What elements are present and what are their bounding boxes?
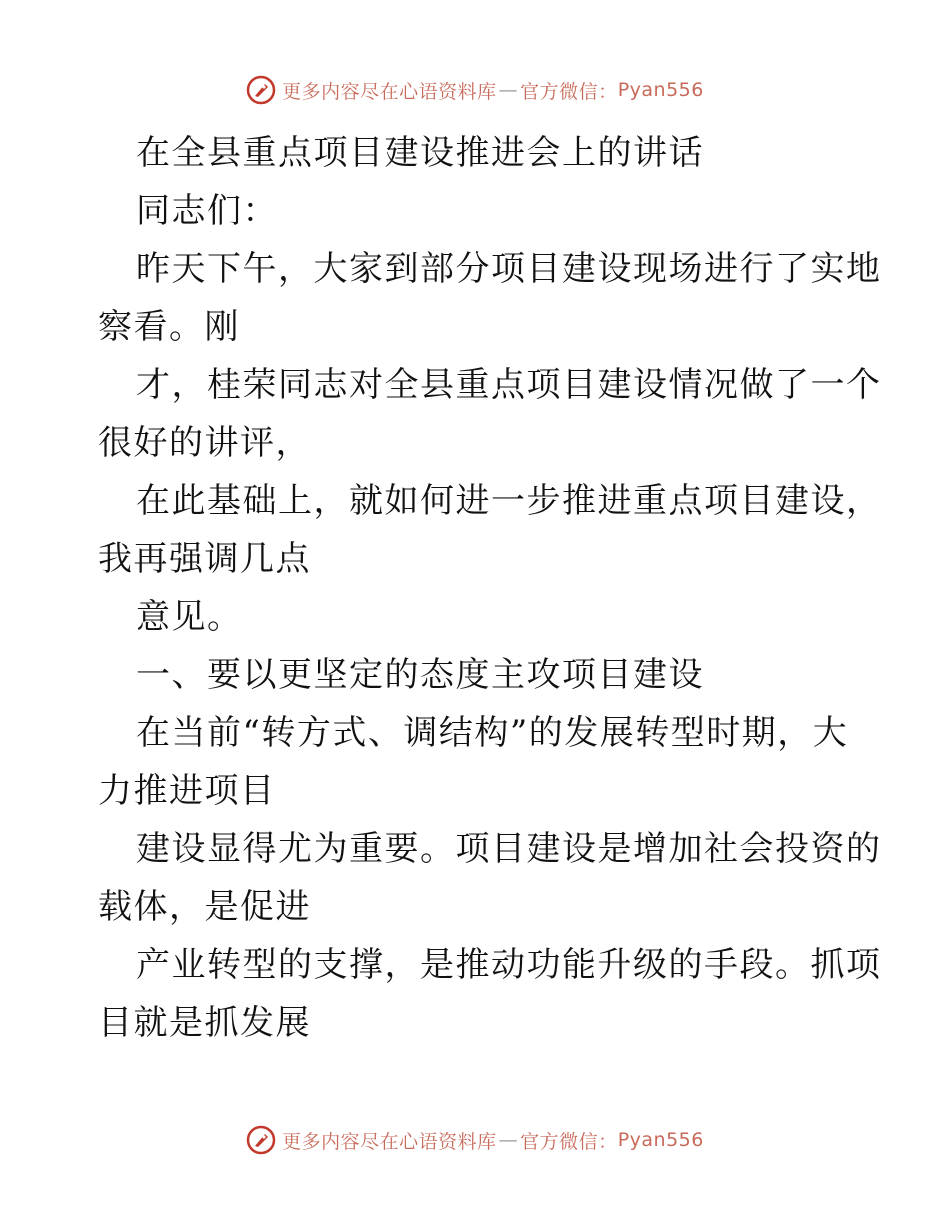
paragraph-line: 产业转型的支撑，是推动功能升级的手段。抓项 [136, 945, 882, 985]
document-body [98, 124, 882, 1052]
paragraph-line: 目就是抓发展 [98, 1003, 311, 1043]
watermark-separator: — [498, 79, 519, 101]
header-watermark [0, 70, 950, 110]
footer-watermark [0, 1120, 950, 1160]
watermark-main-text: 更多内容尽在心语资料库 [282, 80, 497, 103]
paragraph-line: 意见。 [136, 597, 243, 637]
paragraph-line: 昨天下午，大家到部分项目建设现场进行了实地 [136, 249, 882, 289]
paragraph-line: 才，桂荣同志对全县重点项目建设情况做了一个 [136, 365, 882, 405]
paragraph-line: 察看。刚 [98, 307, 240, 347]
watermark-suffix: 官方微信： [520, 80, 618, 103]
salutation: 同志们： [136, 191, 278, 231]
paragraph-line: 力推进项目 [98, 771, 276, 811]
paragraph-line: 我再强调几点 [98, 539, 311, 579]
watermark-handle: Pyan556 [617, 1129, 704, 1151]
paragraph-line: 在此基础上，就如何进一步推进重点项目建设， [136, 481, 882, 521]
paragraph-line: 建设显得尤为重要。项目建设是增加社会投资的 [136, 829, 882, 869]
watermark-suffix: 官方微信： [520, 1130, 618, 1153]
watermark-main-text: 更多内容尽在心语资料库 [282, 1130, 497, 1153]
watermark-separator: — [498, 1129, 519, 1151]
pen-nib-logo-icon [246, 1125, 276, 1155]
paragraph-line: 很好的讲评， [98, 423, 311, 463]
watermark-handle: Pyan556 [617, 79, 704, 101]
document-title: 在全县重点项目建设推进会上的讲话 [136, 133, 704, 173]
paragraph-line: 载体，是促进 [98, 887, 311, 927]
paragraph-line: 在当前“转方式、调结构”的发展转型时期，大 [136, 713, 849, 753]
pen-nib-logo-icon [246, 75, 276, 105]
section-heading: 一、要以更坚定的态度主攻项目建设 [136, 655, 704, 695]
